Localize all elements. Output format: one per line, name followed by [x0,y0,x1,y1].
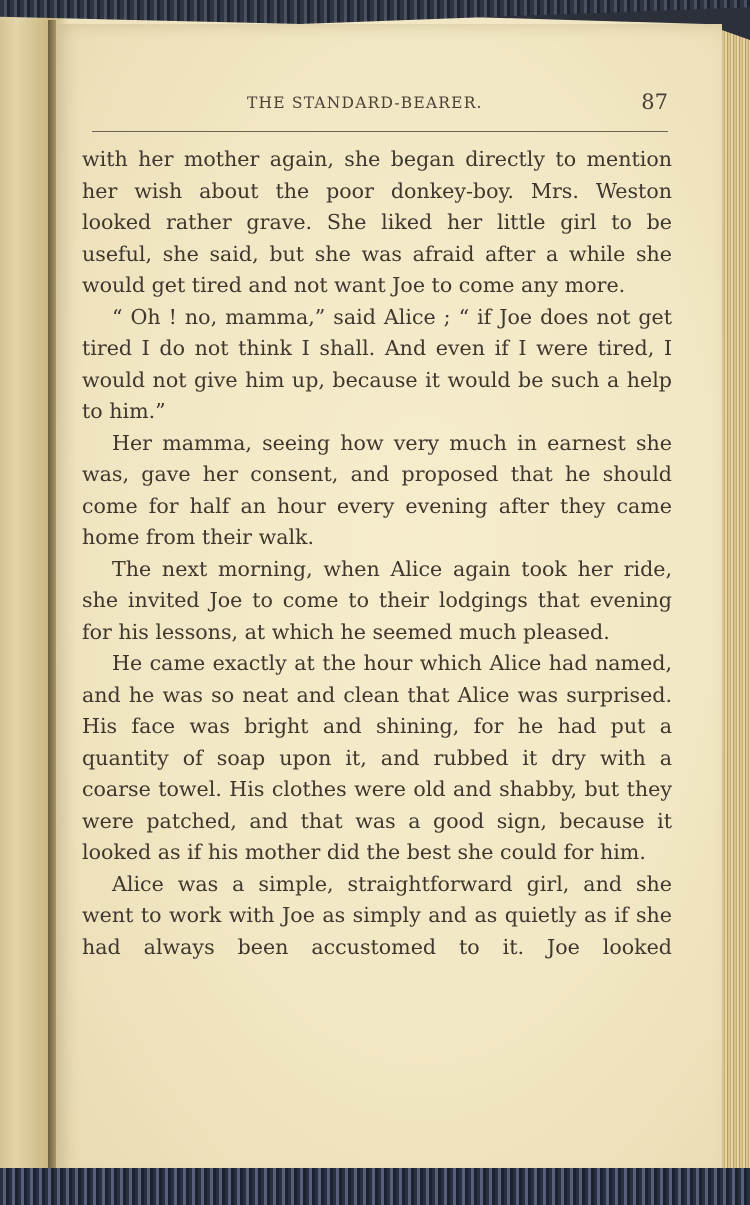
cover-bottom-edge [0,1168,750,1205]
left-page-edge [0,20,54,1170]
header-rule [92,131,668,132]
page-number: 87 [641,90,668,114]
page-stack-edge [722,30,750,1190]
running-title: THE STANDARD-BEARER. [247,94,483,112]
body-text [82,144,672,963]
paragraph-1: with her mother again, she began directly to mention her wish about the poor donkey-boy. Mrs. Weston looked rather grave. She liked her little girl to be useful, she said, but she was afraid after a while she would get tired and not want Joe to come any more. [82,147,672,297]
paragraph-4: The next morning, when Alice again took her ride, she invited Joe to come to their lodgings that evening for his lessons, at which he seemed much pleased. [82,556,672,644]
paragraph-5: He came exactly at the hour which Alice had named, and he was so neat and clean that Alice was surprised. His face was bright and shining, for he had put a quantity of soap upon it, and rubbed it dry with a coarse towel. His clothes were old and shabby, but they were patched, and that was a good sign, because it looked as if his mother did the best she could for him. [82,651,672,864]
paragraph-6: Alice was a simple, straightforward girl, and she went to work with Joe as simply and as quietly as if she had always been accustomed to it. Joe looked [82,871,672,959]
paragraph-3: Her mamma, seeing how very much in earnest she was, gave her consent, and proposed that he should come for half an hour every evening after they came home from their walk. [82,430,672,549]
book-gutter [48,20,56,1170]
running-head [92,92,668,122]
paragraph-2: “ Oh ! no, mamma,” said Alice ; “ if Joe does not get tired I do not think I shall. And even if I were tired, I would not give him up, because it would be such a help to him.” [82,304,672,423]
